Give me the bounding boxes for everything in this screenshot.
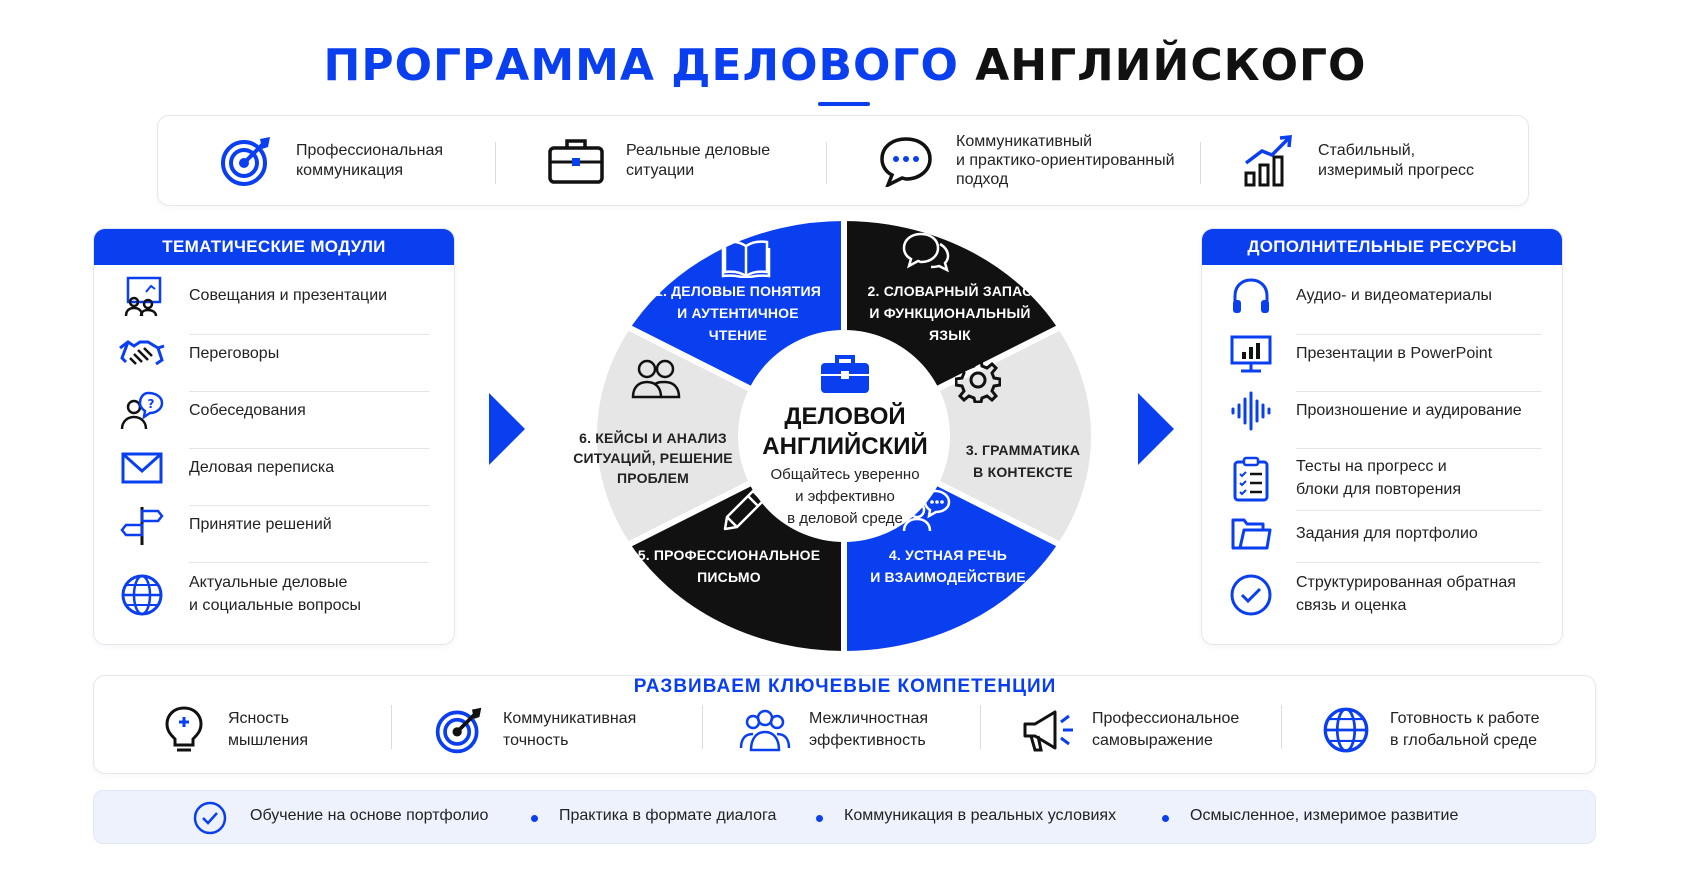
competency-label: Ясность мышления <box>228 710 309 749</box>
resource-item <box>1202 565 1562 625</box>
headphones-icon <box>1226 271 1276 321</box>
module-label: Актуальные деловые и социальные вопросы <box>189 574 361 614</box>
title-underline <box>818 102 870 106</box>
separator <box>826 142 827 184</box>
module-label: Переговоры <box>189 345 280 362</box>
resource-item <box>1202 386 1562 436</box>
resource-label: Аудио- и видеоматериалы <box>1296 287 1493 304</box>
resource-label: Структурированная обратная связь и оценка <box>1296 574 1516 614</box>
segment-4-label: 4. УСТНАЯ РЕЧЬ И ВЗАИМОДЕЙСТВИЕ <box>870 547 1026 585</box>
briefcase-icon <box>817 352 873 396</box>
bullet-dot <box>816 815 823 822</box>
module-label: Собеседования <box>189 402 306 419</box>
title-part-blue: ПРОГРАММА ДЕЛОВОГО <box>323 40 959 91</box>
principle-item <box>546 116 770 205</box>
separator <box>702 705 703 749</box>
soundwave-icon <box>1226 386 1276 436</box>
globe-icon <box>117 570 167 620</box>
arrow-right-left <box>489 393 525 465</box>
bottom-item: Обучение на основе портфолио <box>250 807 489 824</box>
people-icon <box>737 702 793 758</box>
resource-label: Произношение и аудирование <box>1296 402 1522 419</box>
svg-text:?: ? <box>147 397 155 411</box>
target-icon <box>216 131 276 191</box>
segment-2-label: 2. СЛОВАРНЫЙ ЗАПАС И ФУНКЦИОНАЛЬНЫЙ ЯЗЫК <box>867 283 1033 343</box>
principle-label: Реальные деловые ситуации <box>626 141 771 179</box>
divider <box>1296 562 1541 563</box>
growth-chart-icon <box>1238 131 1298 191</box>
resource-label: Презентации в PowerPoint <box>1296 345 1493 362</box>
briefcase-icon <box>546 131 606 191</box>
separator <box>1281 705 1282 749</box>
speech-bubbles-icon <box>900 226 952 278</box>
module-label: Деловая переписка <box>189 459 335 476</box>
competency-item <box>1020 700 1239 760</box>
competencies-heading-text: РАЗВИВАЕМ КЛЮЧЕВЫЕ КОМПЕТЕНЦИИ <box>624 676 1067 697</box>
segment-6-label: 6. КЕЙСЫ И АНАЛИЗ СИТУАЦИЙ, РЕШЕНИЕ ПРОБЛЕМ <box>573 430 733 486</box>
arrow-right-right <box>1138 393 1174 465</box>
globe-icon <box>1318 702 1374 758</box>
competency-label: Готовность к работе в глобальной среде <box>1390 710 1540 749</box>
principle-label: Коммуникативный и практико-ориентированный подход <box>956 133 1175 188</box>
competency-item <box>1318 700 1540 760</box>
wheel-center-subtitle: Общайтесь уверенно и эффективно в деловой среде <box>770 466 920 527</box>
separator <box>391 705 392 749</box>
lightbulb-icon <box>156 702 212 758</box>
module-item <box>94 565 454 625</box>
bottom-item: Осмысленное, измеримое развитие <box>1190 807 1459 824</box>
separator <box>1200 142 1201 184</box>
competency-item <box>737 700 928 760</box>
title-part-dark: АНГЛИЙСКОГО <box>975 40 1367 91</box>
bottom-bar <box>93 790 1596 844</box>
module-label: Совещания и презентации <box>189 287 388 304</box>
resource-item <box>1202 509 1562 559</box>
checklist-icon <box>1226 454 1276 504</box>
open-book-icon <box>720 232 772 284</box>
resources-panel <box>1201 228 1563 645</box>
resource-label: Тесты на прогресс и блоки для повторения <box>1296 458 1462 498</box>
module-item <box>94 500 454 550</box>
principle-item <box>876 116 1175 205</box>
bullet-dot <box>531 815 538 822</box>
segment-5-label: 5. ПРОФЕССИОНАЛЬНОЕ ПИСЬМО <box>637 547 821 585</box>
chat-bubble-icon <box>876 131 936 191</box>
bottom-item: Коммуникация в реальных условиях <box>844 807 1117 824</box>
page-title <box>0 40 1690 91</box>
check-circle-icon <box>192 800 228 836</box>
module-label: Принятие решений <box>189 516 332 533</box>
principle-label: Профессиональная коммуникация <box>296 141 443 179</box>
presentation-icon <box>117 271 167 321</box>
module-item <box>94 443 454 493</box>
gear-icon <box>952 354 1004 406</box>
signpost-icon <box>117 500 167 550</box>
modules-panel <box>93 228 455 645</box>
target-icon <box>431 702 487 758</box>
competency-item <box>431 700 636 760</box>
principle-item <box>1238 116 1474 205</box>
module-item <box>94 329 454 379</box>
separator <box>980 705 981 749</box>
competency-label: Коммуникативная точность <box>503 710 637 749</box>
competency-label: Межличностная эффективность <box>809 710 928 749</box>
divider <box>189 562 429 563</box>
segment-3-label: 3. ГРАММАТИКА В КОНТЕКСТЕ <box>965 442 1081 480</box>
team-icon <box>630 352 682 404</box>
principle-item <box>216 116 443 205</box>
program-wheel <box>570 202 1118 670</box>
wheel-center-title: ДЕЛОВОЙ АНГЛИЙСКИЙ <box>762 403 928 460</box>
interview-icon <box>117 386 167 436</box>
resources-heading: ДОПОЛНИТЕЛЬНЫЕ РЕСУРСЫ <box>1202 229 1562 265</box>
check-circle-icon <box>1226 570 1276 620</box>
principle-label: Стабильный, измеримый прогресс <box>1318 141 1474 179</box>
separator <box>495 142 496 184</box>
module-item <box>94 271 454 321</box>
handshake-icon <box>117 329 167 379</box>
bottom-item: Практика в формате диалога <box>559 807 777 824</box>
megaphone-icon <box>1020 702 1076 758</box>
segment-1-label: 1. ДЕЛОВЫЕ ПОНЯТИЯ И АУТЕНТИЧНОЕ ЧТЕНИЕ <box>654 283 822 343</box>
monitor-chart-icon <box>1226 329 1276 379</box>
modules-heading: ТЕМАТИЧЕСКИЕ МОДУЛИ <box>94 229 454 265</box>
competencies-heading <box>0 676 1690 698</box>
resource-item <box>1202 329 1562 379</box>
competency-item <box>156 700 308 760</box>
resource-label: Задания для портфолио <box>1296 525 1478 542</box>
envelope-icon <box>117 443 167 493</box>
competency-label: Профессиональное самовыражение <box>1092 710 1240 749</box>
folder-icon <box>1226 509 1276 559</box>
module-item <box>94 386 454 436</box>
resource-item <box>1202 449 1562 509</box>
resource-item <box>1202 271 1562 321</box>
bullet-dot <box>1162 815 1169 822</box>
principles-bar <box>157 115 1529 206</box>
